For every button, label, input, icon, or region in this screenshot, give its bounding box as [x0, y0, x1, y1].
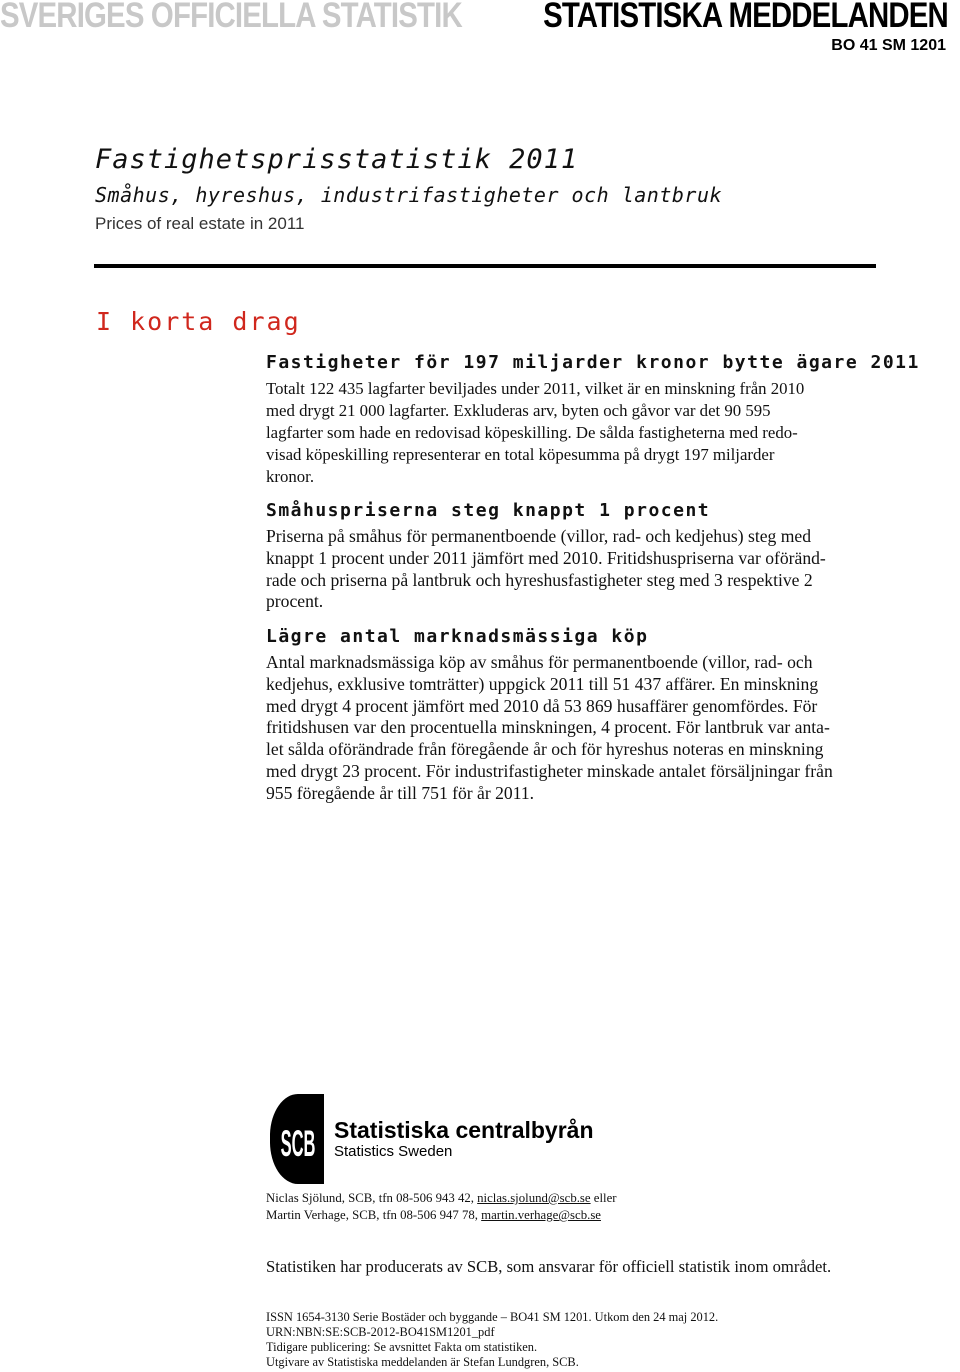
contact-text: Martin Verhage, SCB, tfn 08-506 947 78,: [266, 1208, 482, 1222]
paragraph-line: procent.: [266, 591, 324, 612]
scb-logo: [268, 1094, 618, 1184]
page-title: Fastighetsprisstatistik 2011: [95, 144, 579, 175]
title-divider: [94, 264, 876, 268]
logo-name: Statistiska centralbyrån: [334, 1117, 594, 1143]
summary-heading-3: Lägre antal marknadsmässiga köp: [266, 626, 649, 647]
footer-urn: URN:NBN:SE:SCB-2012-BO41SM1201_pdf: [266, 1325, 495, 1339]
summary-heading-1: Fastigheter för 197 miljarder kronor bytte ägare 2011: [266, 352, 920, 373]
summary-paragraph-1: [266, 378, 886, 488]
paragraph-line: Totalt 122 435 lagfarter beviljades under 2011, vilket är en minskning från 2010: [266, 379, 805, 398]
paragraph-line: let sålda oförändrade från föregående år och för hyreshus noteras en minskning: [266, 739, 824, 760]
summary-paragraph-2: [266, 526, 886, 613]
contact-email-link[interactable]: martin.verhage@scb.se: [481, 1208, 601, 1222]
paragraph-line: med drygt 23 procent. För industrifastigheter minskade antalet försäljningar från: [266, 760, 833, 781]
series-title-right: STATISTISKA MEDDELANDEN: [543, 0, 948, 35]
logo-name-en: Statistics Sweden: [334, 1143, 453, 1160]
footer-issn: ISSN 1654-3130 Serie Bostäder och byggande – BO41 SM 1201. Utkom den 24 maj 2012.: [266, 1310, 719, 1324]
page-subtitle: Småhus, hyreshus, industrifastigheter och lantbruk: [95, 183, 723, 207]
footer-publisher: Utgivare av Statistiska meddelanden är Stefan Lundgren, SCB.: [266, 1355, 579, 1369]
paragraph-line: lagfarter som hade en redovisad köpeskilling. De sålda fastigheterna med redo-: [266, 423, 798, 442]
paragraph-line: rade och priserna på lantbruk och hyreshusfastigheter steg med 3 respektive 2: [266, 569, 813, 590]
paragraph-line: Priserna på småhus för permanentboende (villor, rad- och kedjehus) steg med: [266, 526, 812, 546]
english-title: Prices of real estate in 2011: [95, 214, 305, 233]
paragraph-line: kronor.: [266, 467, 315, 486]
paragraph-line: med drygt 21 000 lagfarter. Exkluderas arv, byten och gåvor var det 90 595: [266, 401, 771, 420]
paragraph-line: Antal marknadsmässiga köp av småhus för permanentboende (villor, rad- och: [266, 652, 813, 672]
contact-text: Niclas Sjölund, SCB, tfn 08-506 943 42,: [266, 1191, 478, 1205]
paragraph-line: kedjehus, exklusive tomträtter) uppgick 2011 till 51 437 affärer. En minskning: [266, 673, 819, 694]
footer-previous-publication: Tidigare publicering: Se avsnittet Fakta om statistiken.: [266, 1340, 538, 1354]
summary-heading-2: Småhuspriserna steg knappt 1 procent: [266, 500, 711, 521]
contact-line-1: [266, 1191, 617, 1206]
official-statistics-note: Statistiken har producerats av SCB, som ansvarar för officiell statistik inom området.: [266, 1257, 832, 1276]
paragraph-line: visad köpeskilling representerar en total köpesumma på drygt 197 miljarder: [266, 445, 775, 464]
contact-line-2: [266, 1208, 601, 1223]
paragraph-line: knappt 1 procent under 2011 jämfört med 2010. Fritidshuspriserna var oföränd-: [266, 547, 826, 568]
paragraph-line: med drygt 4 procent jämfört med 2010 då 53 869 husaffärer genomfördes. För: [266, 695, 818, 716]
contact-email-link[interactable]: niclas.sjolund@scb.se: [477, 1191, 591, 1205]
paragraph-line: fritidshusen var den procentuella minskningen, 4 procent. För lantbruk var anta-: [266, 717, 830, 738]
logo-mark-text: SCB: [280, 1123, 316, 1166]
paragraph-line: 955 föregående år till 751 för år 2011.: [266, 782, 535, 803]
scb-logo-mark: [270, 1094, 324, 1184]
section-heading: I korta drag: [96, 307, 301, 336]
summary-paragraph-3: [266, 652, 886, 805]
contact-text: eller: [590, 1191, 617, 1205]
report-code: BO 41 SM 1201: [831, 37, 946, 54]
series-title-left: SVERIGES OFFICIELLA STATISTIK: [0, 0, 462, 35]
